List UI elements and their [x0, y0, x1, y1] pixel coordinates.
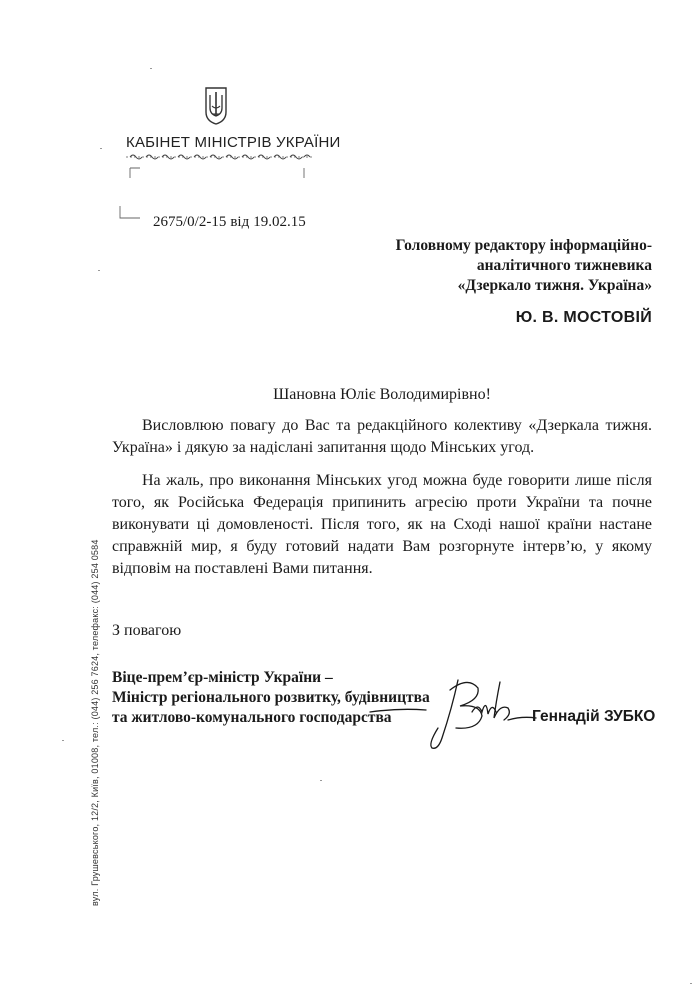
date-label: від — [230, 214, 250, 230]
signer-name: Геннадій ЗУБКО — [532, 708, 656, 725]
signer-title-line: та житлово-комунального господарства — [112, 709, 392, 726]
organization-name: КАБІНЕТ МІНІСТРІВ УКРАЇНИ — [126, 134, 341, 151]
trident-emblem-icon — [203, 86, 229, 126]
scan-speck — [62, 740, 64, 741]
recipient-name: Ю. В. МОСТОВІЙ — [515, 309, 652, 326]
body-paragraph: Висловлюю повагу до Вас та редакційного колективу «Дзеркала тижня. Україна» і дякую за надіслані запитання щодо Мінських угод. — [112, 417, 652, 456]
closing-phrase: З повагою — [112, 622, 182, 639]
scan-speck — [690, 983, 692, 984]
reference-number: 2675/0/2-15 — [153, 214, 227, 230]
signer-title-line: Віце-прем’єр-міністр України – — [112, 669, 333, 686]
reference-date: 19.02.15 — [253, 214, 306, 230]
scan-speck — [320, 780, 322, 781]
reference-line — [153, 214, 306, 231]
body-paragraph: На жаль, про виконання Мінських угод можна буде говорити лише після того, як Російська Федерація припинить агресію проти України та почне виконувати ці домовленості. Після того, як на Сході нашої країни настане справжній мир, я буду готовий надати Вам розгорнуте інтерв’ю, у якому відповім на поставлені Вами питання. — [112, 472, 652, 577]
scan-speck — [150, 68, 152, 69]
addressee-line: аналітичного тижневика — [476, 257, 652, 274]
salutation: Шановна Юліє Володимирівно! — [273, 386, 491, 403]
addressee-line: «Дзеркало тижня. Україна» — [457, 277, 652, 294]
signer-title-line: Міністр регіонального розвитку, будівництва — [112, 689, 430, 706]
ornament-divider — [126, 152, 314, 162]
footer-address: вул. Грушевського, 12/2, Київ, 01008, тел.: (044) 256 7624, телефакс: (044) 254 0584 — [90, 539, 100, 906]
addressee-line: Головному редактору інформаційно- — [395, 237, 652, 254]
scan-speck — [100, 148, 102, 149]
handwritten-signature-icon — [368, 668, 538, 756]
scan-speck — [98, 270, 100, 271]
addressee-block — [330, 236, 652, 296]
